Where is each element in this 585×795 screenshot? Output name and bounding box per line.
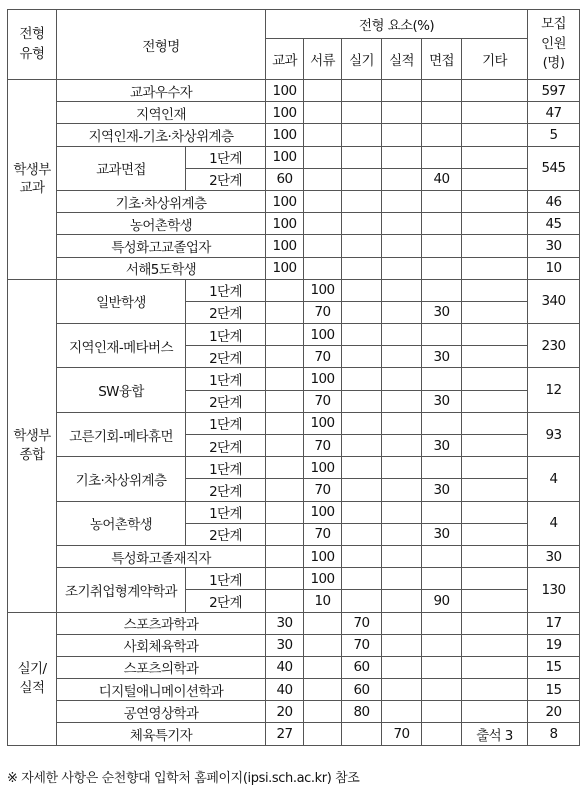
track-name-cell: 고른기회-메타휴먼 bbox=[57, 412, 186, 456]
element-value-cell bbox=[422, 368, 462, 390]
element-value-cell bbox=[304, 701, 342, 723]
stage-cell: 1단계 bbox=[186, 501, 266, 523]
element-value-cell: 70 bbox=[304, 301, 342, 323]
element-value-cell bbox=[266, 346, 304, 368]
element-value-cell bbox=[462, 457, 528, 479]
element-value-cell bbox=[304, 213, 342, 235]
quota-cell: 597 bbox=[528, 80, 580, 102]
element-value-cell bbox=[462, 568, 528, 590]
element-value-cell: 100 bbox=[266, 102, 304, 124]
group-type-line: 실기/ bbox=[17, 661, 47, 678]
element-value-cell: 100 bbox=[304, 279, 342, 301]
track-name-cell: SW융합 bbox=[57, 368, 186, 412]
element-value-cell bbox=[422, 656, 462, 678]
element-value-cell bbox=[462, 435, 528, 457]
element-value-cell bbox=[342, 457, 382, 479]
element-value-cell bbox=[382, 346, 422, 368]
stage-cell: 1단계 bbox=[186, 324, 266, 346]
header-element: 서류 bbox=[304, 39, 342, 80]
element-value-cell: 30 bbox=[422, 346, 462, 368]
header-element: 면접 bbox=[422, 39, 462, 80]
table-row bbox=[8, 324, 580, 346]
element-value-cell bbox=[462, 590, 528, 612]
element-value-cell bbox=[462, 346, 528, 368]
element-value-cell bbox=[382, 301, 422, 323]
element-value-cell bbox=[342, 279, 382, 301]
element-value-cell bbox=[422, 279, 462, 301]
element-value-cell bbox=[382, 435, 422, 457]
track-name-cell: 교과우수자 bbox=[57, 80, 266, 102]
header-element: 실적 bbox=[382, 39, 422, 80]
track-name-cell: 서해5도학생 bbox=[57, 257, 266, 279]
element-value-cell bbox=[342, 146, 382, 168]
table-row bbox=[8, 412, 580, 434]
element-value-cell: 70 bbox=[304, 479, 342, 501]
element-value-cell bbox=[304, 634, 342, 656]
table-row bbox=[8, 545, 580, 567]
element-value-cell bbox=[382, 368, 422, 390]
element-value-cell bbox=[382, 390, 422, 412]
track-name-cell: 조기취업형계약학과 bbox=[57, 568, 186, 612]
element-value-cell bbox=[342, 301, 382, 323]
group-type-line: 학생부 bbox=[13, 428, 51, 445]
table-row bbox=[8, 656, 580, 678]
element-value-cell bbox=[422, 102, 462, 124]
element-value-cell bbox=[382, 612, 422, 634]
element-value-cell bbox=[462, 301, 528, 323]
element-value-cell: 70 bbox=[304, 390, 342, 412]
element-value-cell bbox=[266, 590, 304, 612]
element-value-cell bbox=[266, 501, 304, 523]
element-value-cell bbox=[462, 412, 528, 434]
element-value-cell bbox=[462, 235, 528, 257]
element-value-cell bbox=[342, 102, 382, 124]
element-value-cell bbox=[422, 124, 462, 146]
element-value-cell bbox=[342, 257, 382, 279]
header-type-line: 전형 bbox=[19, 25, 45, 42]
element-value-cell bbox=[304, 168, 342, 190]
element-value-cell: 100 bbox=[304, 412, 342, 434]
table-row bbox=[8, 679, 580, 701]
group-type-cell bbox=[8, 612, 57, 745]
track-name-cell: 특성화고졸재직자 bbox=[57, 545, 266, 567]
track-name-cell: 기초·차상위계층 bbox=[57, 190, 266, 212]
header-name: 전형명 bbox=[57, 10, 266, 80]
element-value-cell bbox=[382, 457, 422, 479]
element-value-cell bbox=[342, 501, 382, 523]
element-value-cell bbox=[266, 457, 304, 479]
element-value-cell bbox=[266, 412, 304, 434]
element-value-cell bbox=[382, 146, 422, 168]
element-value-cell bbox=[462, 324, 528, 346]
element-value-cell bbox=[462, 545, 528, 567]
element-value-cell bbox=[342, 545, 382, 567]
element-value-cell bbox=[266, 435, 304, 457]
table-row bbox=[8, 102, 580, 124]
track-name-cell: 농어촌학생 bbox=[57, 501, 186, 545]
quota-cell: 30 bbox=[528, 545, 580, 567]
track-name-cell: 지역인재 bbox=[57, 102, 266, 124]
element-value-cell: 70 bbox=[304, 523, 342, 545]
element-value-cell: 10 bbox=[304, 590, 342, 612]
quota-cell: 10 bbox=[528, 257, 580, 279]
element-value-cell bbox=[382, 568, 422, 590]
element-value-cell bbox=[342, 390, 382, 412]
element-value-cell bbox=[382, 324, 422, 346]
table-row bbox=[8, 124, 580, 146]
table-row bbox=[8, 457, 580, 479]
table-row bbox=[8, 501, 580, 523]
quota-cell: 47 bbox=[528, 102, 580, 124]
element-value-cell bbox=[382, 124, 422, 146]
element-value-cell bbox=[342, 324, 382, 346]
element-value-cell: 100 bbox=[304, 457, 342, 479]
element-value-cell: 60 bbox=[342, 656, 382, 678]
element-value-cell bbox=[422, 545, 462, 567]
quota-cell: 19 bbox=[528, 634, 580, 656]
stage-cell: 2단계 bbox=[186, 523, 266, 545]
element-value-cell bbox=[462, 368, 528, 390]
element-value-cell bbox=[342, 346, 382, 368]
quota-cell: 130 bbox=[528, 568, 580, 612]
element-value-cell bbox=[266, 279, 304, 301]
element-value-cell: 30 bbox=[422, 435, 462, 457]
element-value-cell bbox=[462, 523, 528, 545]
element-value-cell: 100 bbox=[266, 235, 304, 257]
element-value-cell: 60 bbox=[266, 168, 304, 190]
element-value-cell: 30 bbox=[422, 523, 462, 545]
element-value-cell bbox=[342, 723, 382, 745]
stage-cell: 2단계 bbox=[186, 435, 266, 457]
element-value-cell bbox=[462, 479, 528, 501]
table-row bbox=[8, 568, 580, 590]
element-value-cell bbox=[342, 235, 382, 257]
element-value-cell bbox=[382, 501, 422, 523]
element-value-cell: 40 bbox=[266, 656, 304, 678]
stage-cell: 1단계 bbox=[186, 568, 266, 590]
element-value-cell: 27 bbox=[266, 723, 304, 745]
element-value-cell bbox=[462, 634, 528, 656]
table-row bbox=[8, 701, 580, 723]
quota-cell: 12 bbox=[528, 368, 580, 412]
table-row bbox=[8, 235, 580, 257]
element-value-cell bbox=[342, 368, 382, 390]
stage-cell: 2단계 bbox=[186, 390, 266, 412]
element-value-cell bbox=[462, 257, 528, 279]
stage-cell: 2단계 bbox=[186, 346, 266, 368]
header-element: 실기 bbox=[342, 39, 382, 80]
header-quota-line: 모집 bbox=[541, 16, 566, 33]
stage-cell: 1단계 bbox=[186, 146, 266, 168]
element-value-cell: 100 bbox=[304, 568, 342, 590]
quota-cell: 4 bbox=[528, 457, 580, 501]
table-header bbox=[8, 10, 580, 80]
group-type-cell bbox=[8, 80, 57, 280]
element-value-cell: 70 bbox=[342, 612, 382, 634]
track-name-cell: 체육특기자 bbox=[57, 723, 266, 745]
header-element: 교과 bbox=[266, 39, 304, 80]
element-value-cell bbox=[304, 190, 342, 212]
element-value-cell bbox=[304, 656, 342, 678]
element-value-cell: 100 bbox=[266, 190, 304, 212]
header-type-line: 유형 bbox=[19, 45, 45, 62]
track-name-cell: 공연영상학과 bbox=[57, 701, 266, 723]
header-quota-line: 인원 bbox=[541, 35, 566, 52]
element-value-cell bbox=[382, 523, 422, 545]
stage-cell: 2단계 bbox=[186, 479, 266, 501]
element-value-cell bbox=[304, 124, 342, 146]
element-value-cell: 100 bbox=[266, 213, 304, 235]
element-value-cell bbox=[422, 723, 462, 745]
element-value-cell bbox=[342, 590, 382, 612]
element-value-cell: 100 bbox=[304, 501, 342, 523]
element-value-cell bbox=[422, 257, 462, 279]
element-value-cell: 출석 3 bbox=[462, 723, 528, 745]
group-type-line: 실적 bbox=[19, 679, 45, 696]
element-value-cell bbox=[304, 257, 342, 279]
table-body bbox=[8, 80, 580, 746]
element-value-cell bbox=[266, 324, 304, 346]
track-name-cell: 농어촌학생 bbox=[57, 213, 266, 235]
element-value-cell bbox=[266, 301, 304, 323]
table-row bbox=[8, 190, 580, 212]
element-value-cell bbox=[462, 679, 528, 701]
element-value-cell bbox=[462, 501, 528, 523]
element-value-cell bbox=[422, 679, 462, 701]
element-value-cell bbox=[304, 146, 342, 168]
element-value-cell: 100 bbox=[304, 545, 342, 567]
element-value-cell bbox=[382, 590, 422, 612]
element-value-cell bbox=[304, 679, 342, 701]
element-value-cell bbox=[462, 190, 528, 212]
element-value-cell bbox=[382, 479, 422, 501]
element-value-cell bbox=[304, 612, 342, 634]
element-value-cell bbox=[422, 213, 462, 235]
element-value-cell bbox=[382, 190, 422, 212]
element-value-cell: 30 bbox=[422, 301, 462, 323]
element-value-cell bbox=[342, 124, 382, 146]
quota-cell: 5 bbox=[528, 124, 580, 146]
element-value-cell bbox=[382, 679, 422, 701]
element-value-cell bbox=[422, 412, 462, 434]
table-row bbox=[8, 368, 580, 390]
header-quota-line: (명) bbox=[542, 55, 565, 72]
table-row bbox=[8, 146, 580, 168]
element-value-cell bbox=[462, 612, 528, 634]
quota-cell: 93 bbox=[528, 412, 580, 456]
element-value-cell: 20 bbox=[266, 701, 304, 723]
element-value-cell bbox=[462, 279, 528, 301]
track-name-cell: 교과면접 bbox=[57, 146, 186, 190]
element-value-cell bbox=[422, 634, 462, 656]
element-value-cell bbox=[462, 213, 528, 235]
element-value-cell bbox=[342, 213, 382, 235]
element-value-cell bbox=[382, 279, 422, 301]
element-value-cell bbox=[342, 80, 382, 102]
element-value-cell bbox=[422, 80, 462, 102]
stage-cell: 1단계 bbox=[186, 279, 266, 301]
stage-cell: 2단계 bbox=[186, 590, 266, 612]
group-type-line: 종합 bbox=[19, 446, 45, 463]
element-value-cell bbox=[382, 102, 422, 124]
stage-cell: 1단계 bbox=[186, 457, 266, 479]
element-value-cell bbox=[462, 146, 528, 168]
element-value-cell: 30 bbox=[422, 390, 462, 412]
element-value-cell bbox=[266, 545, 304, 567]
element-value-cell bbox=[382, 634, 422, 656]
element-value-cell: 100 bbox=[304, 324, 342, 346]
table-row bbox=[8, 213, 580, 235]
element-value-cell bbox=[266, 568, 304, 590]
element-value-cell: 70 bbox=[304, 346, 342, 368]
track-name-cell: 일반학생 bbox=[57, 279, 186, 323]
track-name-cell: 기초·차상위계층 bbox=[57, 457, 186, 501]
header-quota bbox=[528, 10, 580, 80]
element-value-cell bbox=[422, 568, 462, 590]
footnote: ※ 자세한 사항은 순천향대 입학처 홈페이지(ipsi.sch.ac.kr) 참조 bbox=[7, 771, 360, 786]
group-type-line: 학생부 bbox=[13, 162, 51, 179]
element-value-cell: 40 bbox=[266, 679, 304, 701]
track-name-cell: 디지털애니메이션학과 bbox=[57, 679, 266, 701]
element-value-cell bbox=[266, 523, 304, 545]
element-value-cell bbox=[382, 701, 422, 723]
group-type-cell bbox=[8, 279, 57, 612]
element-value-cell: 70 bbox=[304, 435, 342, 457]
table-row bbox=[8, 612, 580, 634]
stage-cell: 2단계 bbox=[186, 168, 266, 190]
element-value-cell bbox=[382, 80, 422, 102]
admission-table bbox=[7, 9, 580, 746]
element-value-cell: 70 bbox=[382, 723, 422, 745]
element-value-cell bbox=[342, 568, 382, 590]
quota-cell: 30 bbox=[528, 235, 580, 257]
quota-cell: 20 bbox=[528, 701, 580, 723]
stage-cell: 1단계 bbox=[186, 412, 266, 434]
quota-cell: 8 bbox=[528, 723, 580, 745]
element-value-cell: 70 bbox=[342, 634, 382, 656]
header-elements-group: 전형 요소(%) bbox=[266, 10, 528, 39]
element-value-cell bbox=[462, 124, 528, 146]
element-value-cell bbox=[462, 80, 528, 102]
track-name-cell: 지역인재-기초·차상위계층 bbox=[57, 124, 266, 146]
element-value-cell bbox=[462, 102, 528, 124]
element-value-cell bbox=[382, 235, 422, 257]
element-value-cell bbox=[422, 324, 462, 346]
element-value-cell bbox=[342, 479, 382, 501]
element-value-cell bbox=[462, 701, 528, 723]
element-value-cell bbox=[382, 412, 422, 434]
element-value-cell: 100 bbox=[266, 146, 304, 168]
element-value-cell bbox=[382, 257, 422, 279]
quota-cell: 340 bbox=[528, 279, 580, 323]
element-value-cell bbox=[304, 235, 342, 257]
table-row bbox=[8, 723, 580, 745]
element-value-cell bbox=[462, 656, 528, 678]
element-value-cell bbox=[422, 190, 462, 212]
element-value-cell bbox=[462, 390, 528, 412]
element-value-cell bbox=[342, 168, 382, 190]
element-value-cell bbox=[382, 213, 422, 235]
quota-cell: 230 bbox=[528, 324, 580, 368]
stage-cell: 1단계 bbox=[186, 368, 266, 390]
element-value-cell: 60 bbox=[342, 679, 382, 701]
element-value-cell bbox=[266, 479, 304, 501]
element-value-cell bbox=[422, 701, 462, 723]
quota-cell: 15 bbox=[528, 656, 580, 678]
quota-cell: 545 bbox=[528, 146, 580, 190]
track-name-cell: 특성화고교졸업자 bbox=[57, 235, 266, 257]
element-value-cell bbox=[422, 457, 462, 479]
element-value-cell bbox=[304, 80, 342, 102]
element-value-cell bbox=[342, 412, 382, 434]
table-row bbox=[8, 80, 580, 102]
track-name-cell: 사회체육학과 bbox=[57, 634, 266, 656]
group-type-line: 교과 bbox=[19, 180, 45, 197]
quota-cell: 15 bbox=[528, 679, 580, 701]
element-value-cell: 100 bbox=[266, 80, 304, 102]
element-value-cell bbox=[382, 168, 422, 190]
element-value-cell bbox=[304, 723, 342, 745]
element-value-cell bbox=[382, 545, 422, 567]
element-value-cell bbox=[462, 168, 528, 190]
element-value-cell bbox=[342, 190, 382, 212]
element-value-cell: 40 bbox=[422, 168, 462, 190]
header-type bbox=[8, 10, 57, 80]
element-value-cell: 80 bbox=[342, 701, 382, 723]
element-value-cell bbox=[422, 235, 462, 257]
element-value-cell bbox=[266, 390, 304, 412]
element-value-cell: 30 bbox=[422, 479, 462, 501]
element-value-cell bbox=[382, 656, 422, 678]
table-row bbox=[8, 634, 580, 656]
element-value-cell: 90 bbox=[422, 590, 462, 612]
element-value-cell bbox=[266, 368, 304, 390]
table-row bbox=[8, 257, 580, 279]
track-name-cell: 스포츠의학과 bbox=[57, 656, 266, 678]
element-value-cell bbox=[422, 612, 462, 634]
track-name-cell: 지역인재-메타버스 bbox=[57, 324, 186, 368]
quota-cell: 17 bbox=[528, 612, 580, 634]
track-name-cell: 스포츠과학과 bbox=[57, 612, 266, 634]
element-value-cell bbox=[304, 102, 342, 124]
table-row bbox=[8, 279, 580, 301]
quota-cell: 45 bbox=[528, 213, 580, 235]
stage-cell: 2단계 bbox=[186, 301, 266, 323]
quota-cell: 4 bbox=[528, 501, 580, 545]
element-value-cell: 100 bbox=[304, 368, 342, 390]
element-value-cell bbox=[422, 146, 462, 168]
header-element: 기타 bbox=[462, 39, 528, 80]
element-value-cell: 30 bbox=[266, 612, 304, 634]
element-value-cell bbox=[342, 523, 382, 545]
element-value-cell: 100 bbox=[266, 124, 304, 146]
element-value-cell bbox=[422, 501, 462, 523]
element-value-cell: 100 bbox=[266, 257, 304, 279]
element-value-cell bbox=[342, 435, 382, 457]
element-value-cell: 30 bbox=[266, 634, 304, 656]
quota-cell: 46 bbox=[528, 190, 580, 212]
